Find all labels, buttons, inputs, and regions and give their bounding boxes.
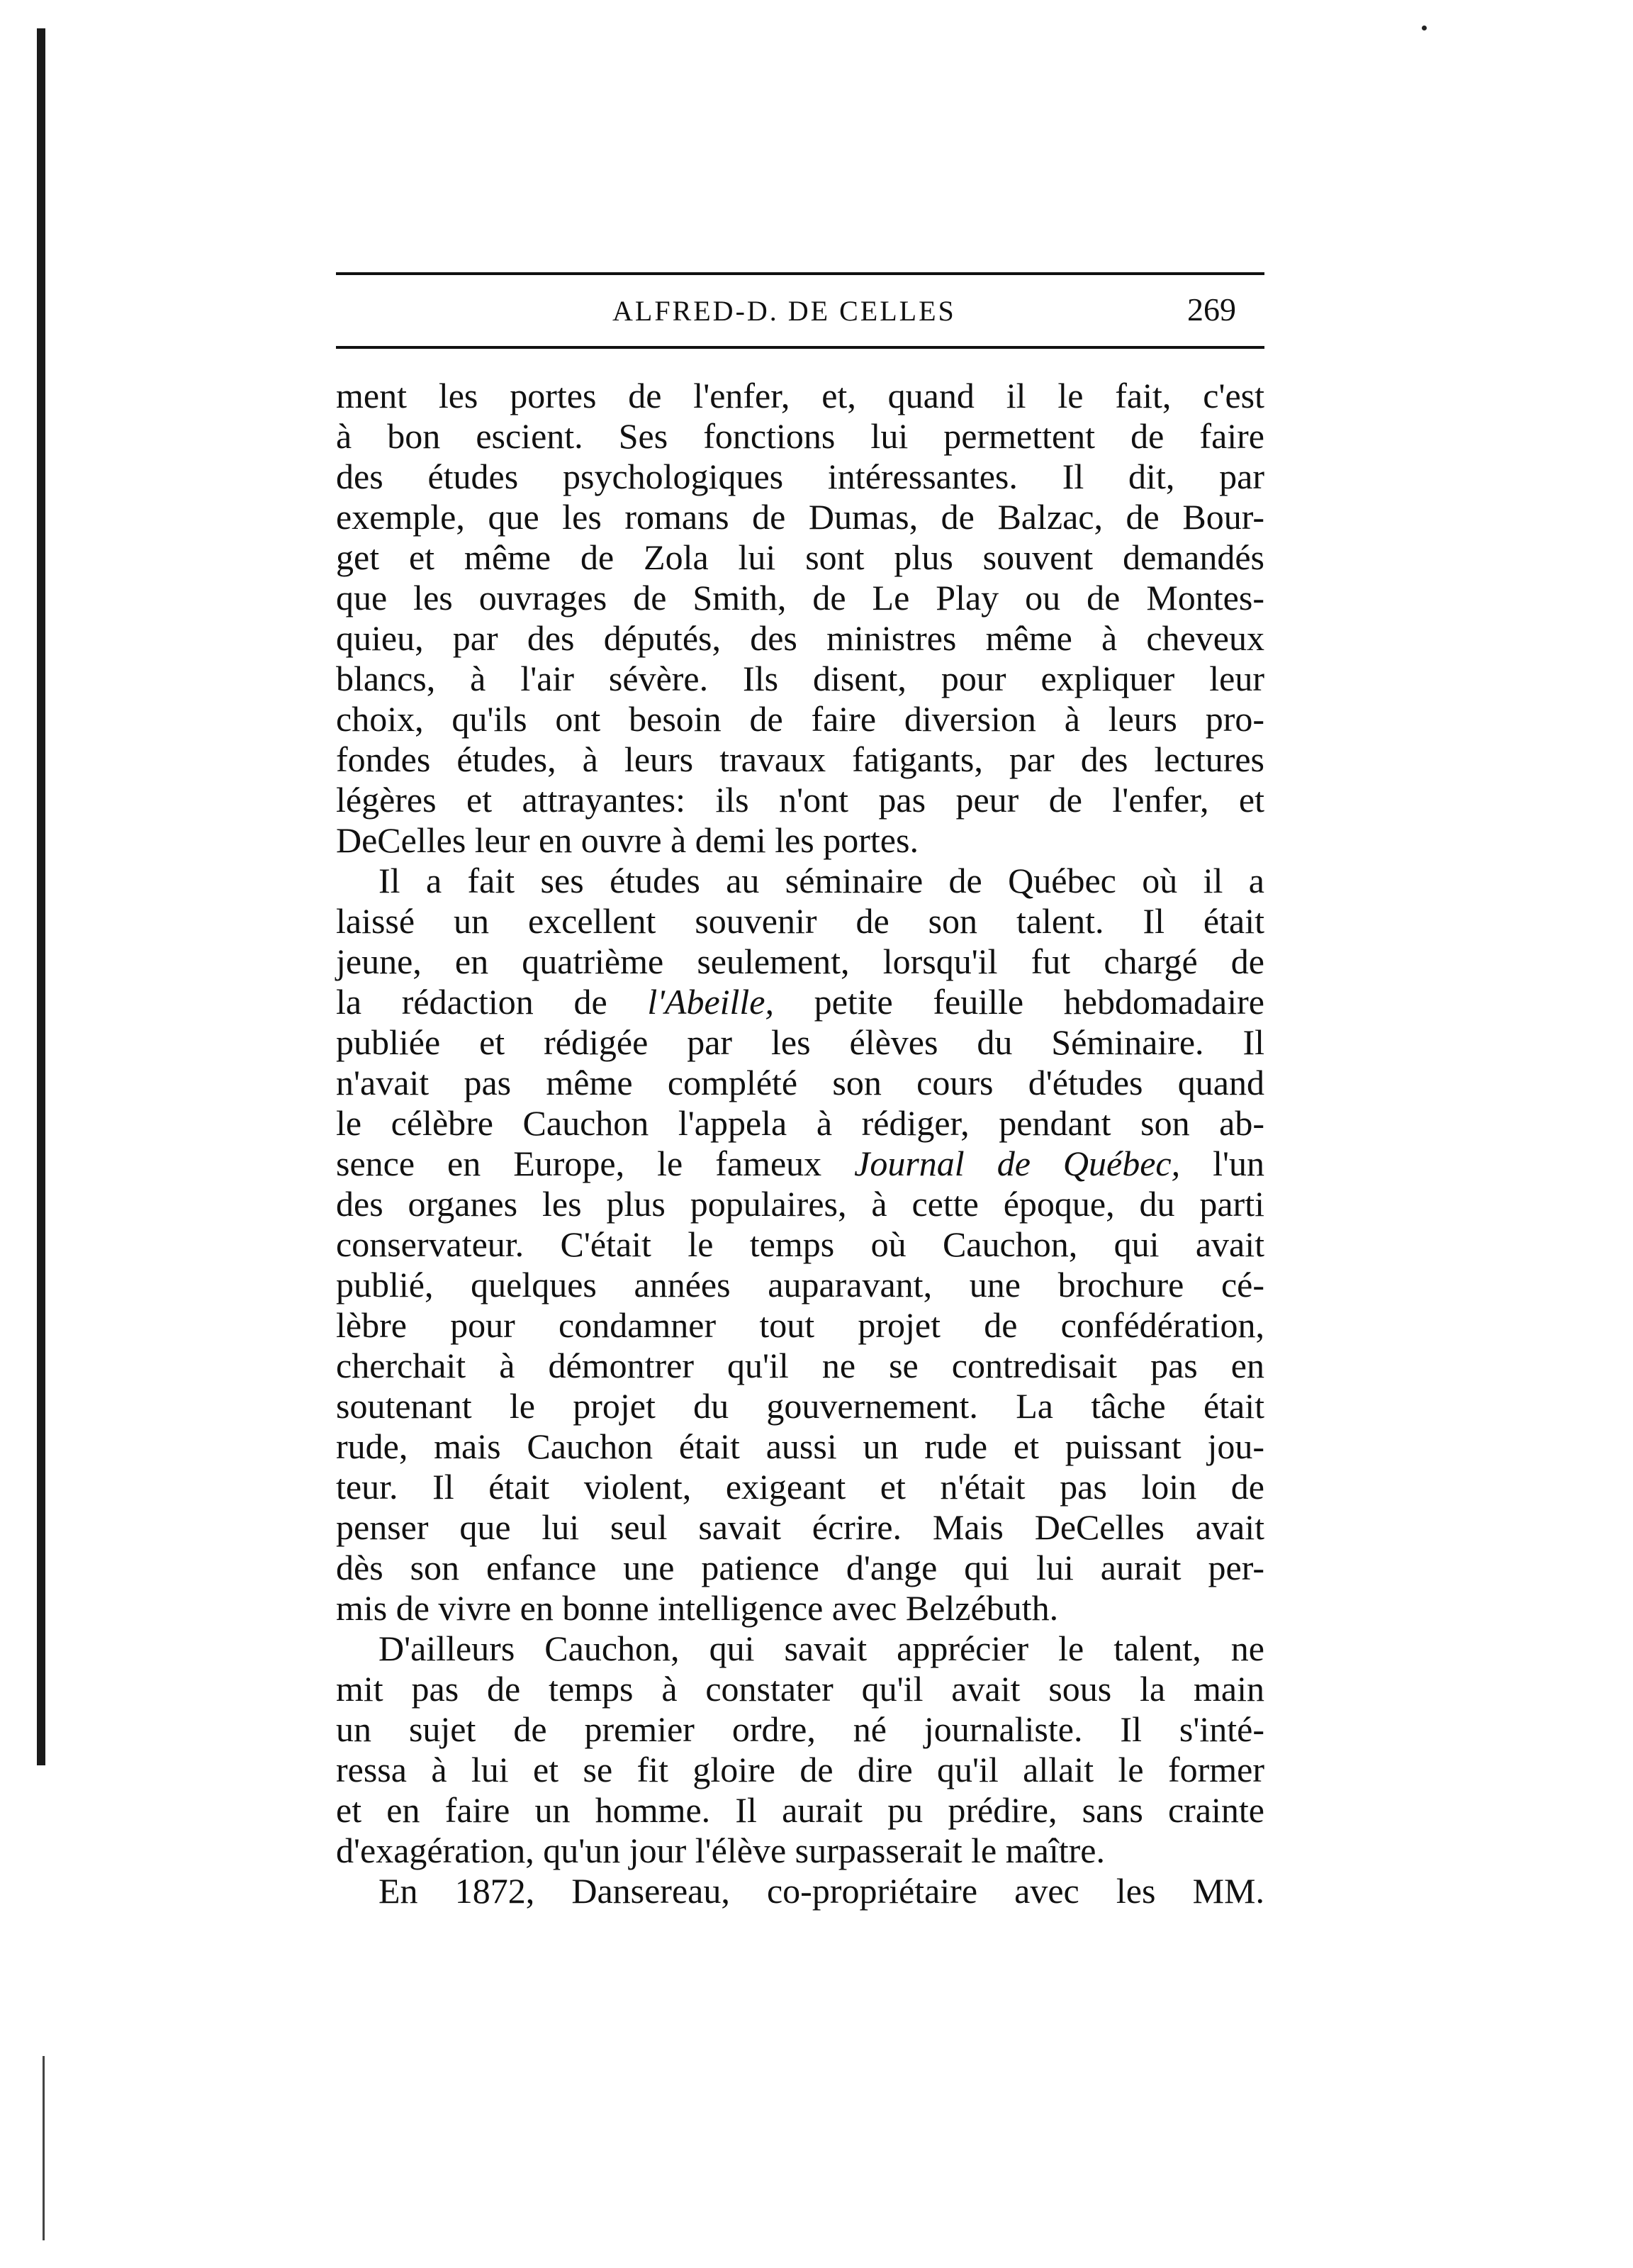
text-line: le célèbre Cauchon l'appela à rédiger, pendant son ab- — [336, 1103, 1264, 1143]
text-line: publiée et rédigée par les élèves du Séminaire. Il — [336, 1022, 1264, 1062]
text-line: mit pas de temps à constater qu'il avait sous la main — [336, 1669, 1264, 1709]
text-line: des études psychologiques intéressantes. Il dit, par — [336, 457, 1264, 496]
text-line: fondes études, à leurs travaux fatigants, par des lectures — [336, 739, 1264, 779]
text-line: un sujet de premier ordre, né journaliste. Il s'inté- — [336, 1709, 1264, 1749]
text-line: d'exagération, qu'un jour l'élève surpasserait le maître. — [336, 1831, 1105, 1870]
text-line: Il a fait ses études au séminaire de Québec où il a — [378, 861, 1264, 900]
text-line: que les ouvrages de Smith, de Le Play ou de Montes- — [336, 578, 1264, 618]
text-line: ment les portes de l'enfer, et, quand il le fait, c'est — [336, 376, 1264, 415]
paragraph — [336, 1629, 1264, 1871]
book-page — [336, 272, 1264, 1911]
paragraph — [336, 861, 1264, 1629]
text-line-with-italic — [336, 1144, 1264, 1184]
text-line: penser que lui seul savait écrire. Mais DeCelles avait — [336, 1507, 1264, 1547]
text-segment: la rédaction de — [336, 982, 648, 1022]
text-line: quieu, par des députés, des ministres même à cheveux — [336, 618, 1264, 658]
page-header — [336, 275, 1264, 346]
text-line: soutenant le projet du gouvernement. La tâche était — [336, 1386, 1264, 1426]
scan-speck — [1422, 26, 1427, 30]
paragraph — [336, 376, 1264, 861]
scan-binding-edge — [37, 28, 45, 1765]
text-line: publié, quelques années auparavant, une brochure cé- — [336, 1265, 1264, 1305]
text-line: légères et attrayantes: ils n'ont pas peur de l'enfer, et — [336, 780, 1264, 820]
text-line: des organes les plus populaires, à cette époque, du parti — [336, 1184, 1264, 1224]
page-number: 269 — [1187, 291, 1236, 328]
body-text — [336, 376, 1264, 1911]
text-segment: l'un — [1180, 1144, 1264, 1183]
text-line: conservateur. C'était le temps où Cauchon, qui avait — [336, 1224, 1264, 1264]
text-line: laissé un excellent souvenir de son talent. Il était — [336, 901, 1264, 941]
text-line: exemple, que les romans de Dumas, de Balzac, de Bour- — [336, 497, 1264, 537]
text-line: get et même de Zola lui sont plus souvent demandés — [336, 537, 1264, 577]
text-line: D'ailleurs Cauchon, qui savait apprécier le talent, ne — [378, 1629, 1264, 1668]
scan-binding-edge-lower — [43, 2056, 45, 2240]
text-line: jeune, en quatrième seulement, lorsqu'il fut chargé de — [336, 942, 1264, 981]
text-line: lèbre pour condamner tout projet de confédération, — [336, 1305, 1264, 1345]
text-line: mis de vivre en bonne intelligence avec Belzébuth. — [336, 1588, 1059, 1628]
italic-title: l'Abeille, — [647, 982, 774, 1022]
text-line: rude, mais Cauchon était aussi un rude et puissant jou- — [336, 1426, 1264, 1466]
text-segment: sence en Europe, le fameux — [336, 1144, 855, 1183]
text-line: DeCelles leur en ouvre à demi les portes. — [336, 820, 919, 860]
header-rule-bottom — [336, 346, 1264, 349]
text-line: et en faire un homme. Il aurait pu prédire, sans crainte — [336, 1790, 1264, 1830]
text-line: cherchait à démontrer qu'il ne se contredisait pas en — [336, 1346, 1264, 1385]
text-line-with-italic — [336, 982, 1264, 1022]
text-line: dès son enfance une patience d'ange qui lui aurait per- — [336, 1548, 1264, 1587]
text-line: ressa à lui et se fit gloire de dire qu'il allait le former — [336, 1750, 1264, 1789]
italic-title: Journal de Québec, — [854, 1144, 1181, 1183]
text-line: choix, qu'ils ont besoin de faire diversion à leurs pro- — [336, 699, 1264, 739]
text-line: En 1872, Dansereau, co-propriétaire avec les MM. — [378, 1871, 1264, 1911]
text-segment: petite feuille hebdomadaire — [774, 982, 1264, 1022]
text-line: blancs, à l'air sévère. Ils disent, pour expliquer leur — [336, 659, 1264, 698]
paragraph — [336, 1871, 1264, 1911]
text-line: à bon escient. Ses fonctions lui permettent de faire — [336, 416, 1264, 456]
text-line: n'avait pas même complété son cours d'études quand — [336, 1063, 1264, 1102]
running-head: ALFRED-D. DE CELLES — [612, 295, 956, 327]
text-line: teur. Il était violent, exigeant et n'était pas loin de — [336, 1467, 1264, 1507]
